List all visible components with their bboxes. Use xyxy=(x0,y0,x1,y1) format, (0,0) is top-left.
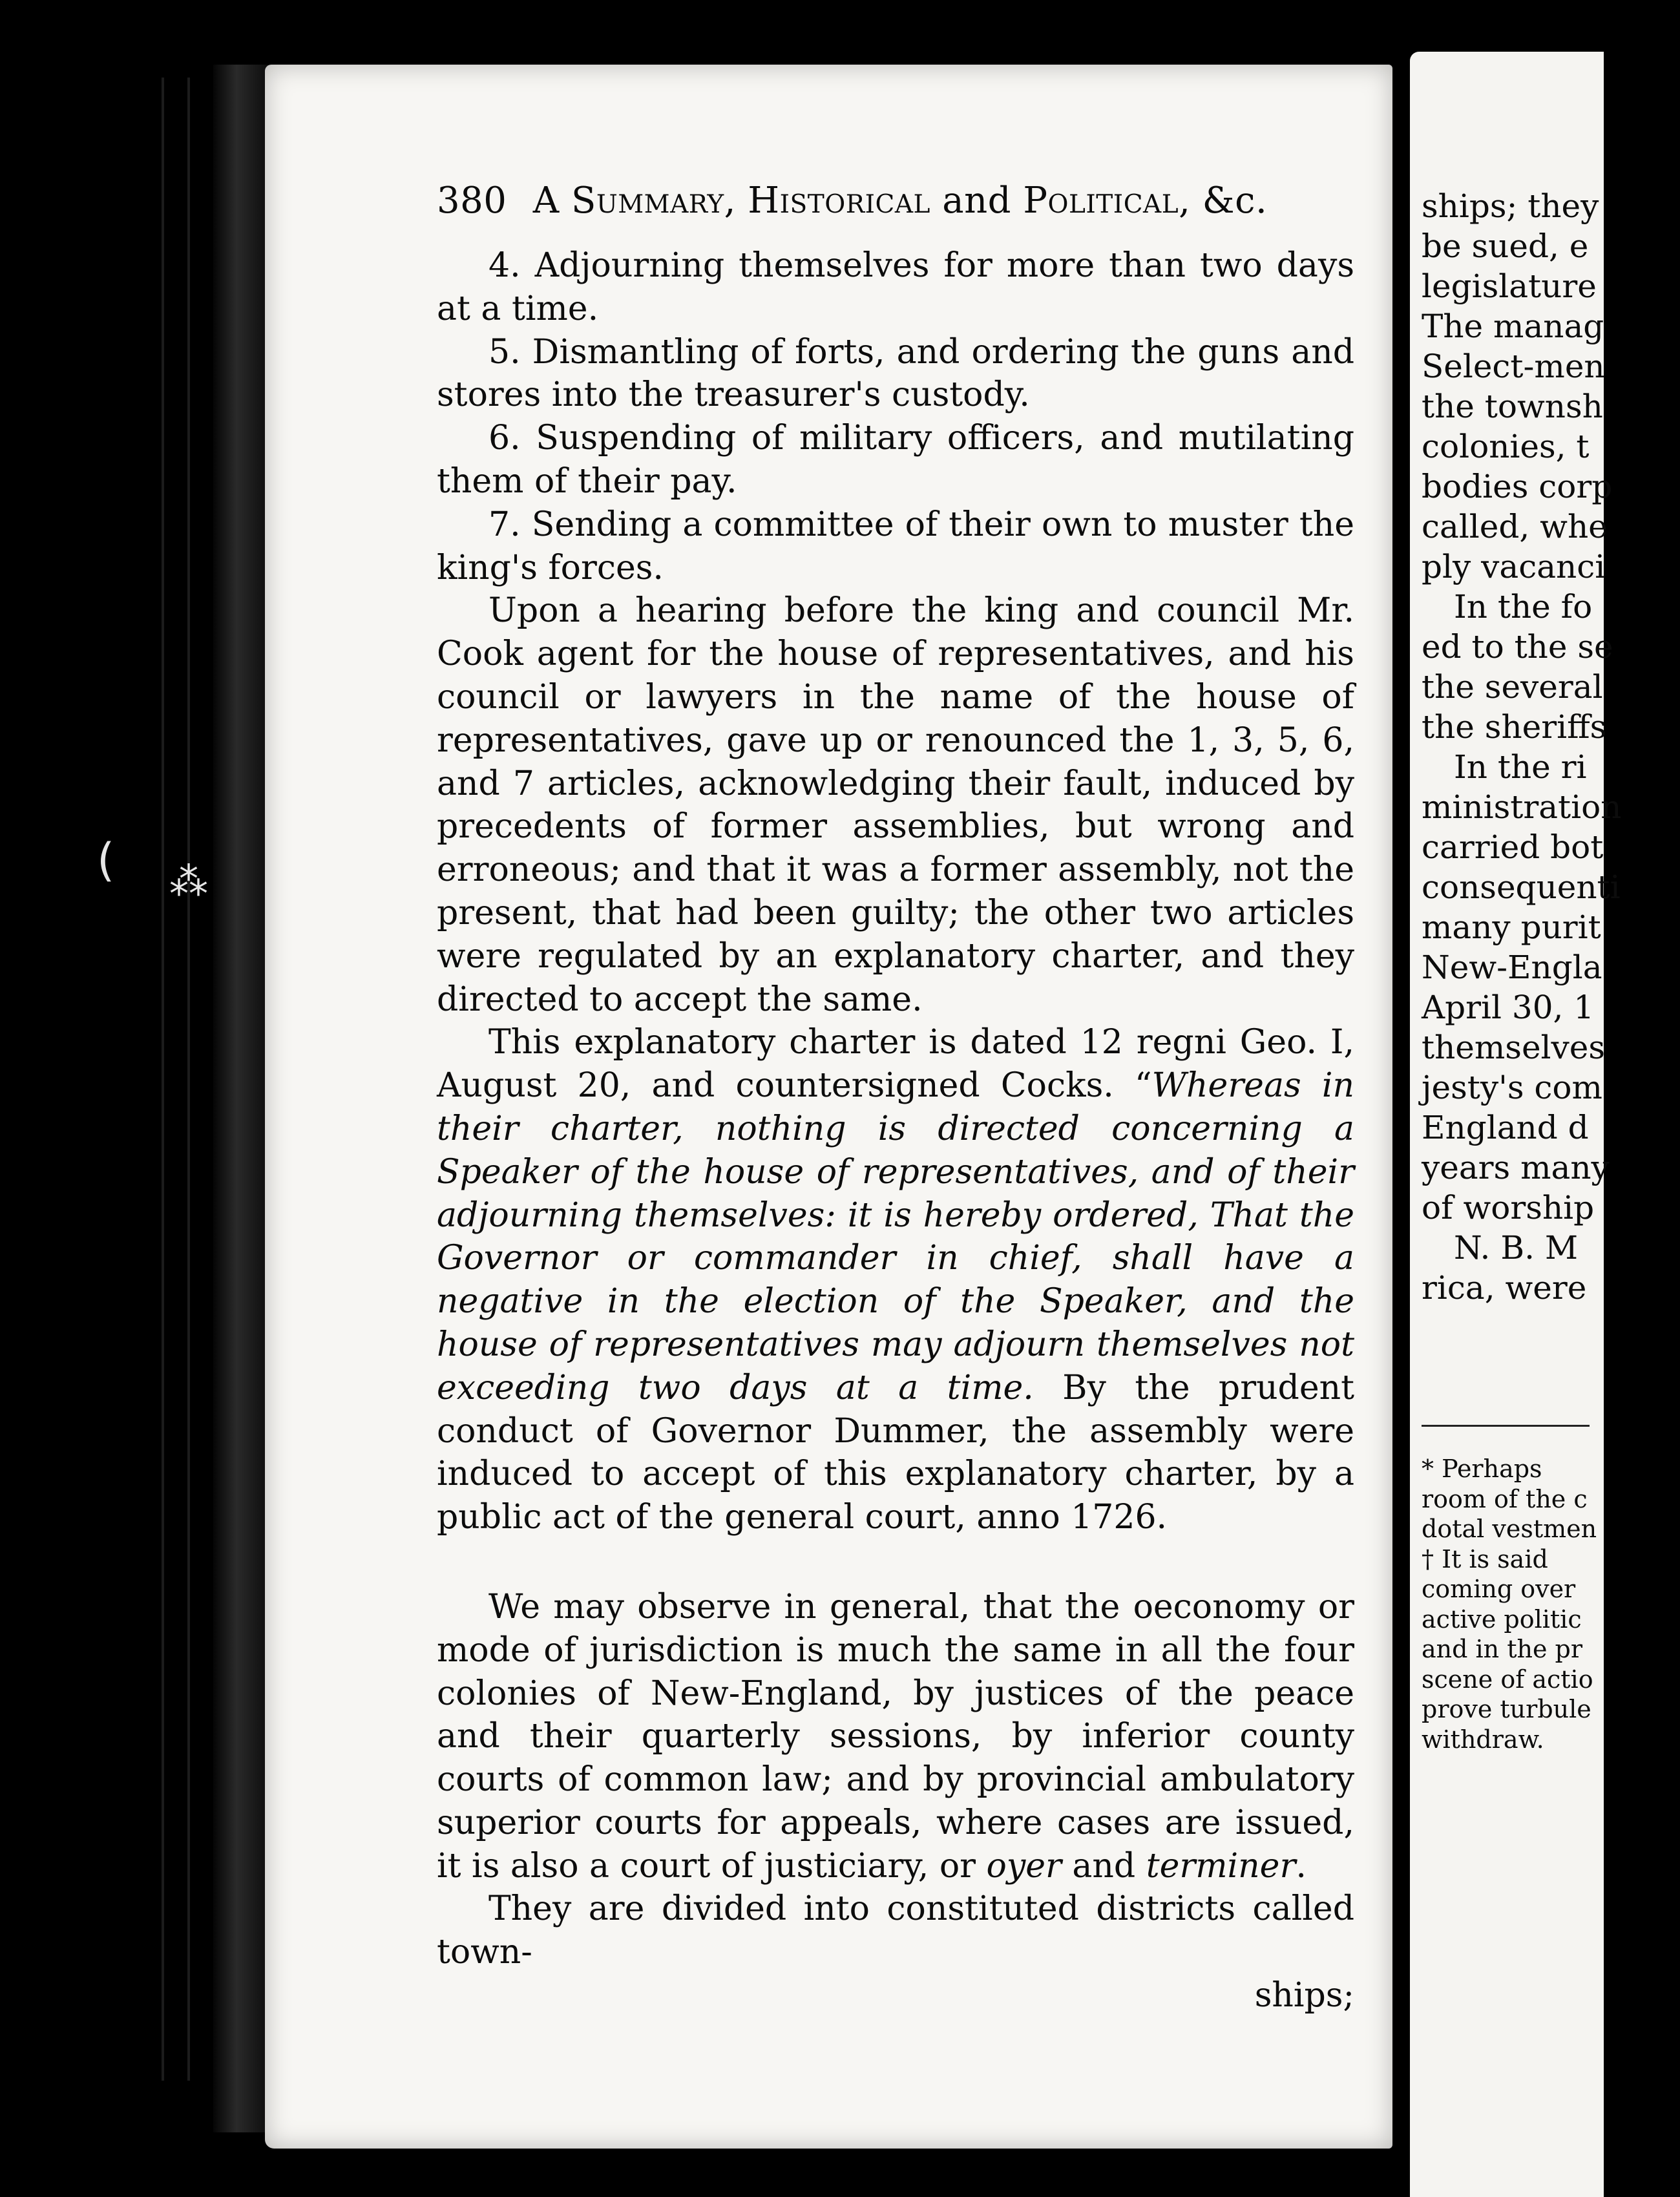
footnote-line: and in the pr xyxy=(1422,1635,1583,1663)
right-line: ed to the se xyxy=(1422,628,1613,666)
header-title-historical: Historical xyxy=(748,180,930,222)
townships-line: They are divided into constituted districts called town- xyxy=(437,1889,1354,1972)
footnote-line: scene of actio xyxy=(1422,1665,1593,1694)
economy-paragraph xyxy=(437,1586,1354,1888)
economy-end: . xyxy=(1296,1846,1307,1886)
header-title-summary: Summary, xyxy=(571,180,736,222)
hearing-paragraph: Upon a hearing before the king and council Mr. Cook agent for the house of representatives, and his council or lawyers in the name of the house of representatives, gave up or renounced the 1, 3, 5, 6, and 7 articles, acknowledging their fault, induced by precedents of former assemblies, but wrong and erroneous; and that it was a former assembly, not the present, that had been guilty; the other two articles were regulated by an explanatory charter, and they directed to accept the same. xyxy=(437,591,1354,1019)
article-4: 4. Adjourning themselves for more than two days at a time. xyxy=(437,246,1354,328)
footnote-line: room of the c xyxy=(1422,1484,1588,1513)
page-number: 380 xyxy=(437,180,507,222)
right-page-text xyxy=(1422,186,1680,1308)
page-edge-line xyxy=(187,78,190,2081)
right-line: rica, were xyxy=(1422,1269,1587,1307)
right-line: April 30, 1 xyxy=(1422,989,1595,1026)
right-line: Select-men xyxy=(1422,348,1605,385)
right-line: many purit xyxy=(1422,909,1601,946)
header-title-etc: &c. xyxy=(1202,180,1268,222)
footnote-line: † It is said xyxy=(1422,1544,1548,1573)
charter-paragraph xyxy=(437,1021,1354,1539)
oyer-word: oyer xyxy=(986,1846,1062,1886)
right-line: bodies corp xyxy=(1422,468,1613,505)
right-line: In the fo xyxy=(1454,588,1593,625)
header-title-and: and xyxy=(942,180,1012,222)
right-line: the townsh xyxy=(1422,388,1603,425)
right-line: the sheriffs xyxy=(1422,708,1607,746)
right-line: the several xyxy=(1422,668,1603,706)
right-line: The manag xyxy=(1422,308,1604,345)
right-line: N. B. M xyxy=(1454,1229,1579,1267)
right-line: called, whe xyxy=(1422,508,1608,545)
right-line: of worship xyxy=(1422,1189,1595,1226)
paragraph-gap xyxy=(437,1539,1354,1586)
right-line: years many xyxy=(1422,1149,1610,1186)
right-line: ships; they xyxy=(1422,187,1599,225)
right-line: England d xyxy=(1422,1109,1589,1146)
right-line: colonies, t xyxy=(1422,428,1590,465)
and-word: and xyxy=(1061,1846,1146,1886)
footnote-line: active politic xyxy=(1422,1604,1582,1634)
right-line: New-Engla xyxy=(1422,949,1602,986)
running-header xyxy=(437,180,1354,222)
catchword: ships; xyxy=(1254,1976,1354,2015)
right-line: be sued, e xyxy=(1422,227,1589,265)
right-page-footnotes xyxy=(1422,1454,1680,1754)
footnote-line: coming over xyxy=(1422,1575,1576,1603)
footnote-line: * Perhaps xyxy=(1422,1455,1542,1483)
economy-text: We may observe in general, that the oeconomy or mode of jurisdiction is much the same in all the four colonies of New-England, by justices of the peace and their quarterly sessions, by inferior county courts of common law; and by provincial ambulatory superior courts for appeals, where cases are issued, it is also a court of justiciary, or xyxy=(437,1587,1354,1886)
footnote-rule xyxy=(1422,1425,1590,1427)
article-6: 6. Suspending of military officers, and mutilating them of their pay. xyxy=(437,419,1354,501)
right-line: carried bot xyxy=(1422,828,1604,866)
charter-quote: Whereas in their charter, nothing is directed concerning a Speaker of the house of representatives, and of their adjourning themselves: it is hereby ordered, That the Governor or commander in chief, shall have a negative in the election of the Speaker, and the house of representatives may adjourn themselves not exceeding two days at a time. xyxy=(437,1066,1354,1407)
right-line: consequenti xyxy=(1422,868,1621,906)
right-line: jesty's com xyxy=(1422,1069,1602,1106)
right-line: ministration xyxy=(1422,788,1622,826)
edge-mark: ⁂ xyxy=(169,859,208,905)
right-line: themselves xyxy=(1422,1029,1606,1066)
terminer-word: terminer xyxy=(1146,1846,1296,1886)
article-5: 5. Dismantling of forts, and ordering the guns and stores into the treasurer's custody. xyxy=(437,332,1354,415)
header-title-political: Political, xyxy=(1023,180,1191,222)
right-line: In the ri xyxy=(1454,748,1587,786)
charter-intro: This explanatory charter is dated 12 regni Geo. I, August 20, and countersigned Cocks. “ xyxy=(437,1023,1354,1106)
footnote-line: withdraw. xyxy=(1422,1725,1544,1754)
edge-mark: ( xyxy=(97,834,115,887)
header-title-prefix: A xyxy=(532,180,560,222)
footnote-line: dotal vestmen xyxy=(1422,1515,1597,1543)
footnote-line: prove turbule xyxy=(1422,1695,1591,1723)
page-edge-line xyxy=(162,78,164,2081)
right-line: legislature xyxy=(1422,268,1597,305)
right-line: ply vacanci xyxy=(1422,548,1606,585)
left-page-text xyxy=(437,244,1354,2017)
article-7: 7. Sending a committee of their own to muster the king's forces. xyxy=(437,505,1354,587)
stacked-page-edges xyxy=(213,65,271,2132)
charter-outro: By the prudent conduct of Governor Dummer, the assembly were induced to accept of this explanatory charter, by a public act of the general court, anno 1726. xyxy=(437,1368,1355,1537)
